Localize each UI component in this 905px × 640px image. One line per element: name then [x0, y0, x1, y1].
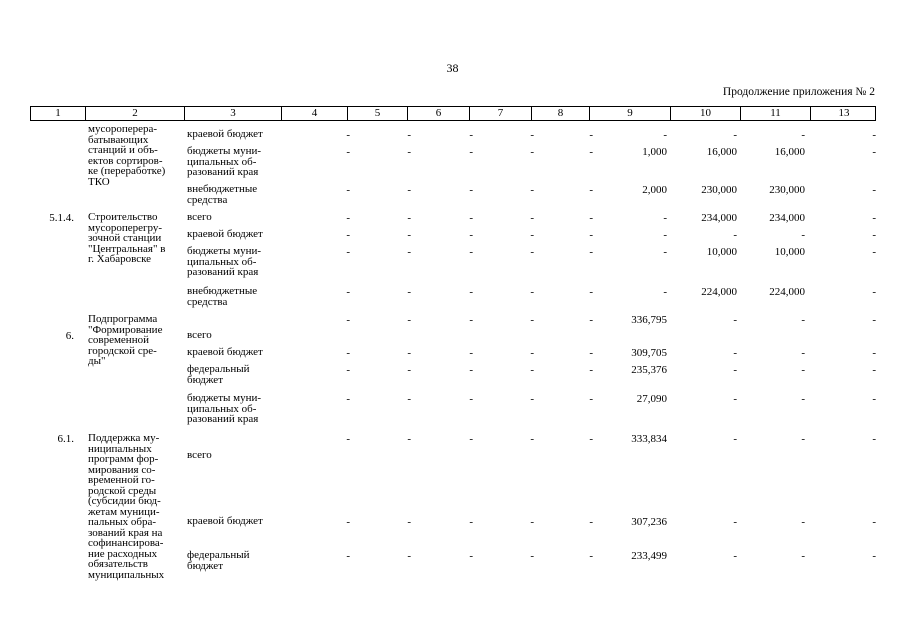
value-cell: -: [530, 129, 534, 141]
value-cell: -: [801, 347, 805, 359]
header-col-1: 1: [31, 107, 86, 120]
value-cell: -: [469, 184, 473, 196]
item-name-6-1: Поддержка му- ниципальных программ фор- мирования со- временной го- родской среды (субсидии бюд- жетам муници- пальных обра- зований края на софинансирова- ние расходных обязательств муниципальных: [88, 432, 165, 581]
value-cell: -: [407, 184, 411, 196]
item-name-6: Подпрограмма "Формирование современной городской сре- ды": [88, 313, 163, 367]
value-cell: -: [872, 146, 876, 158]
value-cell: -: [872, 184, 876, 196]
value-cell: -: [469, 286, 473, 298]
value-cell: 224,000: [701, 286, 737, 298]
funding-source: бюджеты муни- ципальных об- разований края: [187, 245, 262, 278]
value-cell: -: [589, 393, 593, 405]
header-col-6: 6: [408, 107, 470, 120]
value-cell: -: [407, 364, 411, 376]
value-cell: -: [407, 550, 411, 562]
value-cell: -: [872, 347, 876, 359]
value-cell: 230,000: [769, 184, 805, 196]
value-cell: -: [407, 286, 411, 298]
value-cell: 234,000: [701, 212, 737, 224]
value-cell: -: [530, 393, 534, 405]
value-cell: -: [589, 246, 593, 258]
value-cell: -: [469, 433, 473, 445]
header-col-11: 11: [741, 107, 811, 120]
funding-source: бюджеты муни- ципальных об- разований края: [187, 145, 262, 178]
value-cell: -: [589, 184, 593, 196]
value-cell: -: [469, 550, 473, 562]
value-cell: 336,795: [631, 314, 667, 326]
value-cell: 233,499: [631, 550, 667, 562]
value-cell: -: [733, 364, 737, 376]
value-cell: -: [872, 246, 876, 258]
value-cell: -: [733, 229, 737, 241]
value-cell: -: [346, 212, 350, 224]
value-cell: -: [663, 229, 667, 241]
value-cell: -: [346, 516, 350, 528]
value-cell: -: [872, 229, 876, 241]
funding-source: краевой бюджет: [187, 228, 263, 240]
value-cell: -: [589, 516, 593, 528]
value-cell: -: [346, 314, 350, 326]
value-cell: -: [407, 146, 411, 158]
value-cell: -: [407, 129, 411, 141]
value-cell: -: [530, 286, 534, 298]
row-code: 6.1.: [57, 433, 74, 445]
value-cell: -: [407, 246, 411, 258]
value-cell: 10,000: [774, 246, 805, 258]
value-cell: -: [589, 314, 593, 326]
value-cell: -: [530, 364, 534, 376]
value-cell: -: [589, 212, 593, 224]
value-cell: -: [407, 212, 411, 224]
value-cell: 234,000: [769, 212, 805, 224]
value-cell: -: [407, 393, 411, 405]
value-cell: -: [346, 229, 350, 241]
funding-source: внебюджетные средства: [187, 285, 258, 308]
value-cell: -: [469, 246, 473, 258]
value-cell: 2,000: [642, 184, 667, 196]
value-cell: 16,000: [774, 146, 805, 158]
value-cell: -: [530, 516, 534, 528]
value-cell: -: [733, 129, 737, 141]
value-cell: -: [530, 550, 534, 562]
value-cell: -: [530, 433, 534, 445]
value-cell: -: [346, 129, 350, 141]
value-cell: -: [801, 364, 805, 376]
item-name-5-1-3-continued: мусороперера- батывающих станций и объ- ектов сортиров- ке (переработке) ТКО: [88, 123, 166, 188]
value-cell: -: [469, 347, 473, 359]
value-cell: -: [530, 146, 534, 158]
value-cell: -: [663, 246, 667, 258]
value-cell: -: [733, 314, 737, 326]
value-cell: -: [530, 229, 534, 241]
value-cell: -: [589, 347, 593, 359]
value-cell: -: [530, 347, 534, 359]
value-cell: -: [589, 286, 593, 298]
value-cell: 1,000: [642, 146, 667, 158]
value-cell: -: [872, 286, 876, 298]
value-cell: -: [589, 146, 593, 158]
value-cell: -: [346, 347, 350, 359]
funding-source: всего: [187, 211, 212, 223]
value-cell: -: [872, 550, 876, 562]
value-cell: -: [872, 364, 876, 376]
value-cell: -: [530, 184, 534, 196]
value-cell: -: [469, 146, 473, 158]
value-cell: -: [469, 314, 473, 326]
value-cell: -: [407, 516, 411, 528]
value-cell: -: [872, 314, 876, 326]
value-cell: -: [801, 550, 805, 562]
value-cell: 10,000: [706, 246, 737, 258]
value-cell: -: [801, 229, 805, 241]
value-cell: -: [346, 246, 350, 258]
value-cell: -: [346, 146, 350, 158]
value-cell: -: [469, 229, 473, 241]
value-cell: -: [872, 129, 876, 141]
value-cell: -: [733, 516, 737, 528]
appendix-continuation-note: Продолжение приложения № 2: [722, 86, 875, 98]
value-cell: -: [733, 347, 737, 359]
value-cell: -: [407, 433, 411, 445]
value-cell: -: [801, 433, 805, 445]
header-col-8: 8: [532, 107, 590, 120]
value-cell: 333,834: [631, 433, 667, 445]
funding-source: федеральный бюджет: [187, 363, 250, 386]
value-cell: -: [407, 229, 411, 241]
header-col-4: 4: [282, 107, 348, 120]
value-cell: -: [872, 393, 876, 405]
page-number: 38: [446, 61, 459, 75]
value-cell: 235,376: [631, 364, 667, 376]
item-name-5-1-4: Строительство мусороперегру- зочной станции "Центральная" в г. Хабаровске: [88, 211, 166, 265]
value-cell: -: [407, 314, 411, 326]
value-cell: -: [346, 184, 350, 196]
value-cell: -: [801, 129, 805, 141]
value-cell: -: [663, 129, 667, 141]
value-cell: -: [469, 393, 473, 405]
value-cell: -: [733, 550, 737, 562]
value-cell: -: [346, 550, 350, 562]
value-cell: -: [589, 550, 593, 562]
value-cell: -: [663, 212, 667, 224]
value-cell: -: [589, 433, 593, 445]
header-col-10: 10: [671, 107, 741, 120]
value-cell: -: [530, 314, 534, 326]
value-cell: -: [346, 286, 350, 298]
value-cell: -: [733, 433, 737, 445]
value-cell: -: [469, 212, 473, 224]
value-cell: -: [469, 129, 473, 141]
header-col-3: 3: [185, 107, 282, 120]
value-cell: -: [801, 393, 805, 405]
header-col-5: 5: [348, 107, 408, 120]
value-cell: -: [589, 129, 593, 141]
value-cell: -: [589, 229, 593, 241]
value-cell: 16,000: [706, 146, 737, 158]
funding-source: всего: [187, 329, 212, 341]
value-cell: -: [589, 364, 593, 376]
value-cell: -: [872, 212, 876, 224]
value-cell: -: [530, 246, 534, 258]
value-cell: 27,090: [636, 393, 667, 405]
funding-source: всего: [187, 449, 212, 461]
funding-source: федеральный бюджет: [187, 549, 250, 572]
row-code: 5.1.4.: [49, 212, 74, 224]
header-col-9: 9: [590, 107, 671, 120]
funding-source: краевой бюджет: [187, 346, 263, 358]
value-cell: -: [663, 286, 667, 298]
value-cell: 309,705: [631, 347, 667, 359]
table-header-row: [30, 106, 876, 121]
value-cell: -: [469, 364, 473, 376]
value-cell: 230,000: [701, 184, 737, 196]
value-cell: -: [530, 212, 534, 224]
value-cell: -: [346, 433, 350, 445]
value-cell: -: [469, 516, 473, 528]
header-col-2: 2: [86, 107, 185, 120]
funding-source: краевой бюджет: [187, 128, 263, 140]
row-code: 6.: [65, 330, 74, 342]
value-cell: -: [872, 433, 876, 445]
value-cell: -: [346, 364, 350, 376]
value-cell: -: [733, 393, 737, 405]
value-cell: -: [346, 393, 350, 405]
funding-source: краевой бюджет: [187, 515, 263, 527]
value-cell: 224,000: [769, 286, 805, 298]
value-cell: -: [801, 516, 805, 528]
header-col-13: 13: [838, 107, 850, 119]
value-cell: 307,236: [631, 516, 667, 528]
header-col-7: 7: [470, 107, 532, 120]
value-cell: -: [872, 516, 876, 528]
funding-source: внебюджетные средства: [187, 183, 258, 206]
value-cell: -: [407, 347, 411, 359]
funding-source: бюджеты муни- ципальных об- разований края: [187, 392, 262, 425]
value-cell: -: [801, 314, 805, 326]
